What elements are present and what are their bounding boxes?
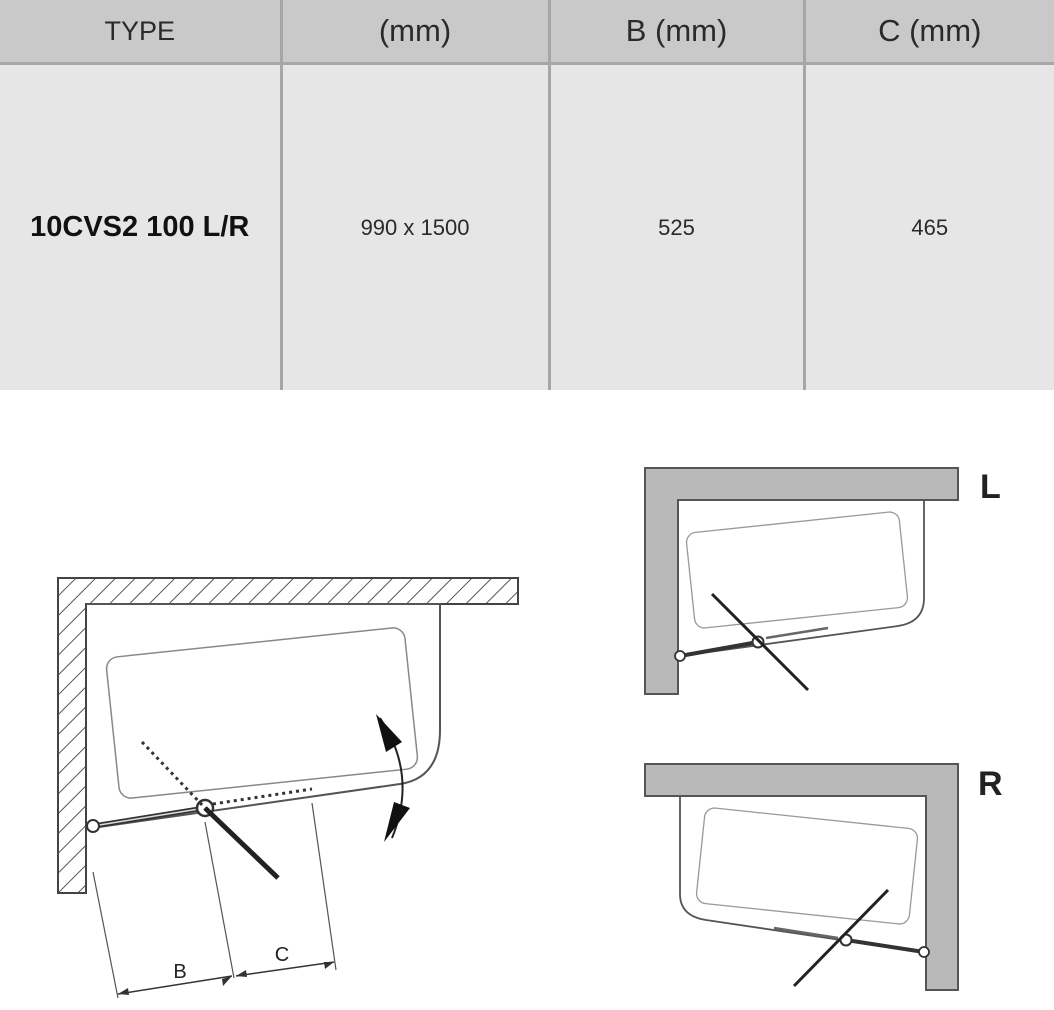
main-plan-view (58, 578, 518, 998)
variant-label-r: R (978, 765, 1003, 803)
swing-panel-open (794, 890, 888, 986)
hatched-wall (58, 578, 518, 893)
wall-grey (645, 764, 958, 990)
bathtub-outline (86, 604, 440, 828)
cell-size: 990 x 1500 (281, 64, 549, 391)
header-b: B (mm) (549, 0, 804, 64)
swing-panel-open (205, 808, 278, 878)
variant-label-l: L (980, 468, 1001, 506)
rotation-arrow-down-icon (384, 802, 410, 842)
header-type: TYPE (0, 0, 281, 64)
bathtub-outline (680, 796, 926, 952)
swing-panel-open (712, 594, 808, 690)
dimension-extension (93, 872, 118, 998)
dimension-extension (205, 822, 234, 978)
bathtub-basin (696, 807, 919, 925)
header-c: C (mm) (804, 0, 1054, 64)
closed-position (774, 928, 838, 938)
swing-panel-dotted (142, 742, 205, 808)
dimension-extension (312, 803, 336, 970)
dimension-label-b: B (173, 961, 187, 983)
cell-c: 465 (804, 64, 1054, 391)
bathtub-basin (686, 511, 909, 629)
right-variant-view (645, 764, 1003, 990)
fixed-glass-panel (846, 940, 924, 952)
left-variant-view (645, 468, 1001, 694)
bathtub-basin (105, 627, 418, 800)
header-size: (mm) (281, 0, 549, 64)
fixed-glass-panel (680, 642, 758, 656)
rotation-arrow-up-icon (376, 714, 402, 752)
wall-grey (645, 468, 958, 694)
cell-type: 10CVS2 100 L/R (0, 64, 281, 391)
cell-b: 525 (549, 64, 804, 391)
closed-position-dotted (213, 789, 312, 804)
dimension-label-c: C (274, 944, 290, 966)
wall-hinge (87, 820, 99, 832)
